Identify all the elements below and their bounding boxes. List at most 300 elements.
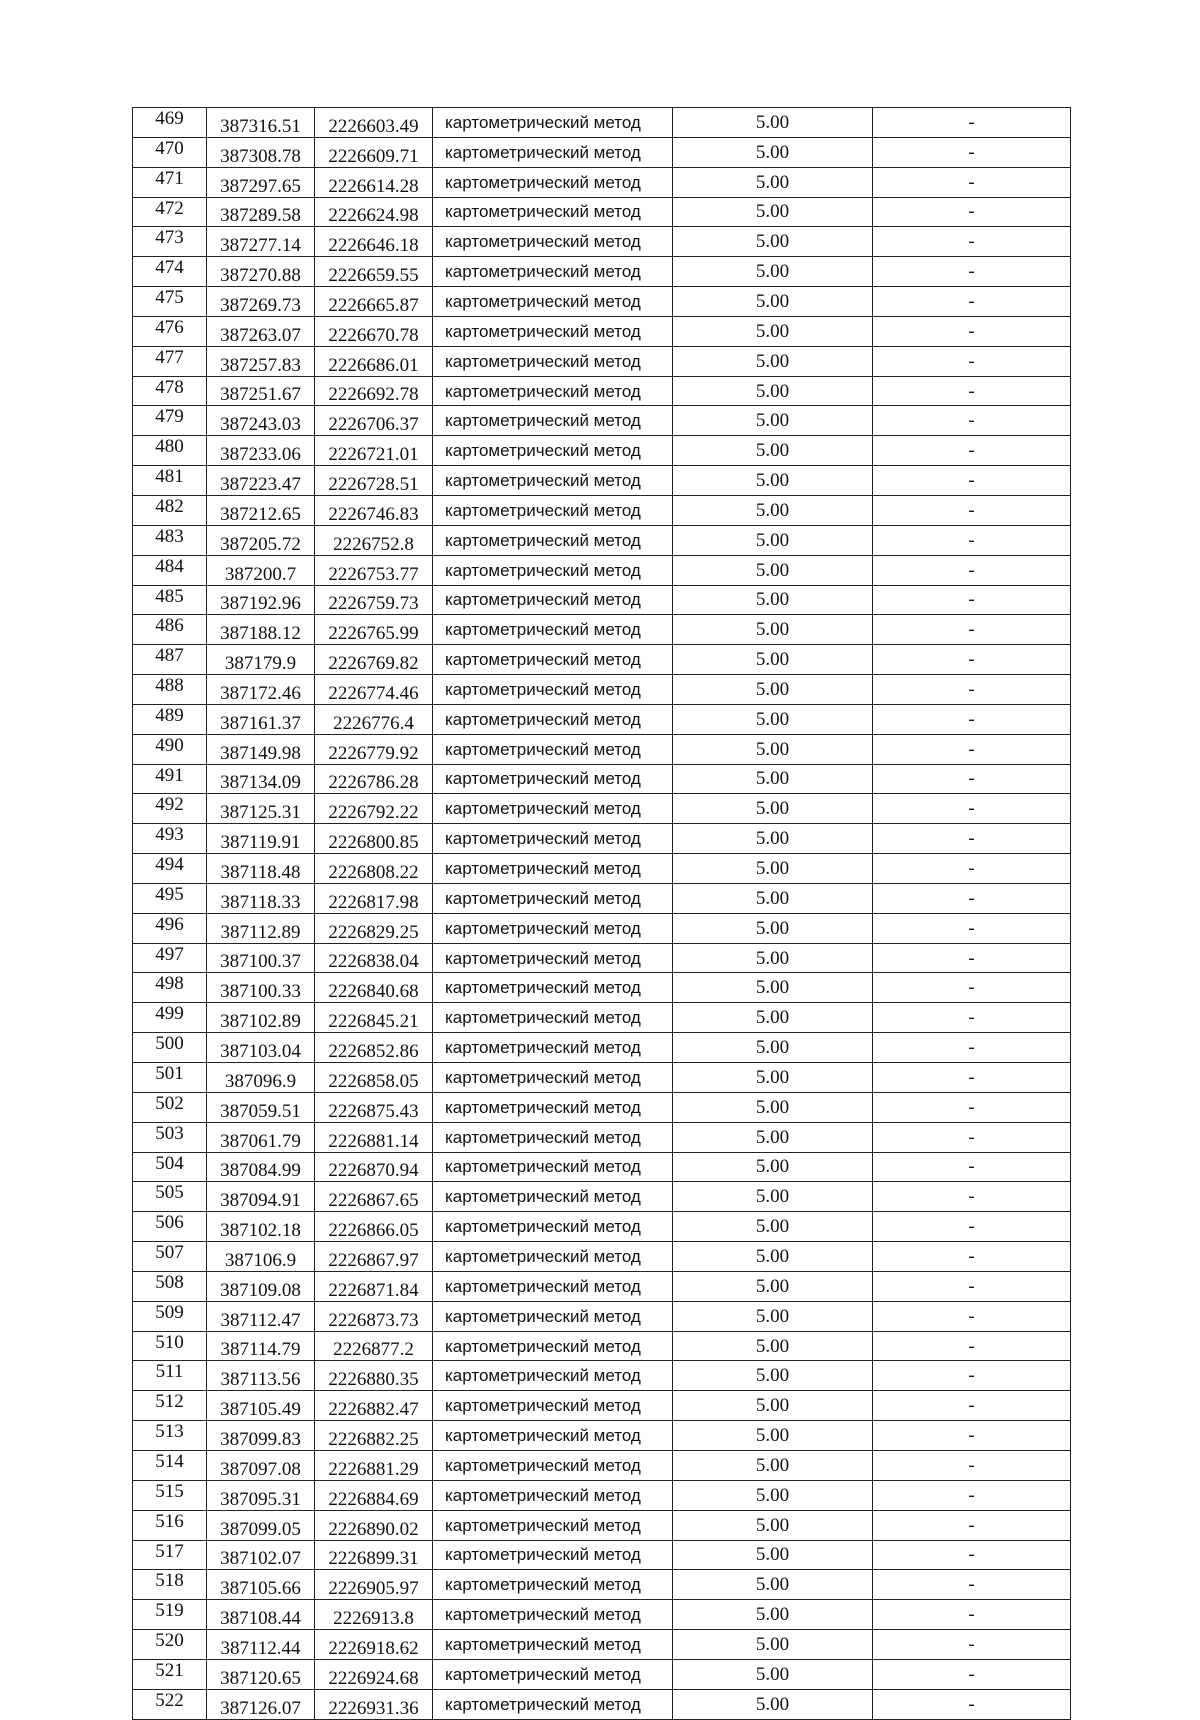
method-cell: картометрический метод xyxy=(433,764,673,794)
note-cell: - xyxy=(873,257,1071,287)
table-row xyxy=(133,854,1071,884)
table-row xyxy=(133,1510,1071,1540)
table-row xyxy=(133,1182,1071,1212)
note-cell: - xyxy=(873,1331,1071,1361)
point-number-cell: 492 xyxy=(133,794,207,824)
error-cell: 5.00 xyxy=(673,108,873,138)
note-cell: - xyxy=(873,1033,1071,1063)
table-row xyxy=(133,1152,1071,1182)
table-row xyxy=(133,1600,1071,1630)
method-cell: картометрический метод xyxy=(433,495,673,525)
error-cell: 5.00 xyxy=(673,1092,873,1122)
error-cell: 5.00 xyxy=(673,257,873,287)
x-coordinate-cell: 387109.08 xyxy=(207,1271,315,1301)
x-coordinate-cell: 387118.48 xyxy=(207,854,315,884)
error-cell: 5.00 xyxy=(673,973,873,1003)
y-coordinate-cell: 2226603.49 xyxy=(315,108,433,138)
table-row xyxy=(133,1033,1071,1063)
method-cell: картометрический метод xyxy=(433,1450,673,1480)
y-coordinate-cell: 2226769.82 xyxy=(315,645,433,675)
y-coordinate-cell: 2226882.25 xyxy=(315,1421,433,1451)
x-coordinate-cell: 387223.47 xyxy=(207,466,315,496)
y-coordinate-cell: 2226706.37 xyxy=(315,406,433,436)
y-coordinate-cell: 2226646.18 xyxy=(315,227,433,257)
table-row xyxy=(133,1331,1071,1361)
note-cell: - xyxy=(873,1271,1071,1301)
point-number-cell: 504 xyxy=(133,1152,207,1182)
table-row xyxy=(133,346,1071,376)
y-coordinate-cell: 2226838.04 xyxy=(315,943,433,973)
method-cell: картометрический метод xyxy=(433,704,673,734)
table-row xyxy=(133,675,1071,705)
method-cell: картометрический метод xyxy=(433,1540,673,1570)
error-cell: 5.00 xyxy=(673,495,873,525)
error-cell: 5.00 xyxy=(673,1659,873,1689)
note-cell: - xyxy=(873,1689,1071,1719)
error-cell: 5.00 xyxy=(673,1540,873,1570)
point-number-cell: 522 xyxy=(133,1689,207,1719)
x-coordinate-cell: 387102.18 xyxy=(207,1212,315,1242)
note-cell: - xyxy=(873,973,1071,1003)
method-cell: картометрический метод xyxy=(433,1510,673,1540)
note-cell: - xyxy=(873,734,1071,764)
x-coordinate-cell: 387096.9 xyxy=(207,1063,315,1093)
error-cell: 5.00 xyxy=(673,675,873,705)
y-coordinate-cell: 2226924.68 xyxy=(315,1659,433,1689)
note-cell: - xyxy=(873,108,1071,138)
error-cell: 5.00 xyxy=(673,854,873,884)
table-row xyxy=(133,525,1071,555)
point-number-cell: 499 xyxy=(133,1003,207,1033)
y-coordinate-cell: 2226800.85 xyxy=(315,824,433,854)
y-coordinate-cell: 2226746.83 xyxy=(315,495,433,525)
note-cell: - xyxy=(873,824,1071,854)
error-cell: 5.00 xyxy=(673,466,873,496)
method-cell: картометрический метод xyxy=(433,854,673,884)
y-coordinate-cell: 2226609.71 xyxy=(315,137,433,167)
point-number-cell: 482 xyxy=(133,495,207,525)
error-cell: 5.00 xyxy=(673,1301,873,1331)
x-coordinate-cell: 387100.37 xyxy=(207,943,315,973)
note-cell: - xyxy=(873,1122,1071,1152)
x-coordinate-cell: 387108.44 xyxy=(207,1600,315,1630)
error-cell: 5.00 xyxy=(673,913,873,943)
method-cell: картометрический метод xyxy=(433,137,673,167)
method-cell: картометрический метод xyxy=(433,1092,673,1122)
point-number-cell: 514 xyxy=(133,1450,207,1480)
error-cell: 5.00 xyxy=(673,1630,873,1660)
x-coordinate-cell: 387200.7 xyxy=(207,555,315,585)
table-row xyxy=(133,167,1071,197)
note-cell: - xyxy=(873,1301,1071,1331)
table-row xyxy=(133,1689,1071,1719)
method-cell: картометрический метод xyxy=(433,1600,673,1630)
y-coordinate-cell: 2226817.98 xyxy=(315,883,433,913)
point-number-cell: 486 xyxy=(133,615,207,645)
point-number-cell: 515 xyxy=(133,1480,207,1510)
method-cell: картометрический метод xyxy=(433,943,673,973)
y-coordinate-cell: 2226792.22 xyxy=(315,794,433,824)
point-number-cell: 512 xyxy=(133,1391,207,1421)
y-coordinate-cell: 2226881.14 xyxy=(315,1122,433,1152)
method-cell: картометрический метод xyxy=(433,675,673,705)
error-cell: 5.00 xyxy=(673,227,873,257)
x-coordinate-cell: 387179.9 xyxy=(207,645,315,675)
x-coordinate-cell: 387094.91 xyxy=(207,1182,315,1212)
method-cell: картометрический метод xyxy=(433,1421,673,1451)
note-cell: - xyxy=(873,406,1071,436)
y-coordinate-cell: 2226614.28 xyxy=(315,167,433,197)
method-cell: картометрический метод xyxy=(433,436,673,466)
x-coordinate-cell: 387105.66 xyxy=(207,1570,315,1600)
y-coordinate-cell: 2226931.36 xyxy=(315,1689,433,1719)
table-row xyxy=(133,555,1071,585)
x-coordinate-cell: 387099.05 xyxy=(207,1510,315,1540)
error-cell: 5.00 xyxy=(673,1271,873,1301)
point-number-cell: 498 xyxy=(133,973,207,1003)
table-row xyxy=(133,1391,1071,1421)
table-row xyxy=(133,615,1071,645)
x-coordinate-cell: 387161.37 xyxy=(207,704,315,734)
error-cell: 5.00 xyxy=(673,764,873,794)
x-coordinate-cell: 387084.99 xyxy=(207,1152,315,1182)
point-number-cell: 500 xyxy=(133,1033,207,1063)
error-cell: 5.00 xyxy=(673,585,873,615)
error-cell: 5.00 xyxy=(673,1331,873,1361)
y-coordinate-cell: 2226867.97 xyxy=(315,1242,433,1272)
method-cell: картометрический метод xyxy=(433,555,673,585)
x-coordinate-cell: 387114.79 xyxy=(207,1331,315,1361)
x-coordinate-cell: 387106.9 xyxy=(207,1242,315,1272)
method-cell: картометрический метод xyxy=(433,1659,673,1689)
error-cell: 5.00 xyxy=(673,346,873,376)
point-number-cell: 470 xyxy=(133,137,207,167)
point-number-cell: 474 xyxy=(133,257,207,287)
method-cell: картометрический метод xyxy=(433,1301,673,1331)
x-coordinate-cell: 387192.96 xyxy=(207,585,315,615)
x-coordinate-cell: 387113.56 xyxy=(207,1361,315,1391)
note-cell: - xyxy=(873,1421,1071,1451)
note-cell: - xyxy=(873,316,1071,346)
table-row xyxy=(133,883,1071,913)
y-coordinate-cell: 2226728.51 xyxy=(315,466,433,496)
y-coordinate-cell: 2226759.73 xyxy=(315,585,433,615)
error-cell: 5.00 xyxy=(673,1242,873,1272)
x-coordinate-cell: 387103.04 xyxy=(207,1033,315,1063)
note-cell: - xyxy=(873,704,1071,734)
table-row xyxy=(133,406,1071,436)
method-cell: картометрический метод xyxy=(433,525,673,555)
error-cell: 5.00 xyxy=(673,1450,873,1480)
y-coordinate-cell: 2226881.29 xyxy=(315,1450,433,1480)
point-number-cell: 483 xyxy=(133,525,207,555)
method-cell: картометрический метод xyxy=(433,376,673,406)
method-cell: картометрический метод xyxy=(433,1063,673,1093)
note-cell: - xyxy=(873,555,1071,585)
table-row xyxy=(133,1480,1071,1510)
table-row xyxy=(133,197,1071,227)
table-row xyxy=(133,1540,1071,1570)
error-cell: 5.00 xyxy=(673,525,873,555)
point-number-cell: 503 xyxy=(133,1122,207,1152)
x-coordinate-cell: 387257.83 xyxy=(207,346,315,376)
point-number-cell: 521 xyxy=(133,1659,207,1689)
method-cell: картометрический метод xyxy=(433,1391,673,1421)
method-cell: картометрический метод xyxy=(433,615,673,645)
error-cell: 5.00 xyxy=(673,1063,873,1093)
x-coordinate-cell: 387172.46 xyxy=(207,675,315,705)
note-cell: - xyxy=(873,585,1071,615)
method-cell: картометрический метод xyxy=(433,227,673,257)
table-row xyxy=(133,1271,1071,1301)
y-coordinate-cell: 2226882.47 xyxy=(315,1391,433,1421)
x-coordinate-cell: 387289.58 xyxy=(207,197,315,227)
x-coordinate-cell: 387126.07 xyxy=(207,1689,315,1719)
method-cell: картометрический метод xyxy=(433,1003,673,1033)
table-row xyxy=(133,1242,1071,1272)
point-number-cell: 519 xyxy=(133,1600,207,1630)
method-cell: картометрический метод xyxy=(433,824,673,854)
point-number-cell: 491 xyxy=(133,764,207,794)
table-row xyxy=(133,734,1071,764)
point-number-cell: 485 xyxy=(133,585,207,615)
y-coordinate-cell: 2226686.01 xyxy=(315,346,433,376)
x-coordinate-cell: 387308.78 xyxy=(207,137,315,167)
point-number-cell: 472 xyxy=(133,197,207,227)
y-coordinate-cell: 2226774.46 xyxy=(315,675,433,705)
note-cell: - xyxy=(873,675,1071,705)
note-cell: - xyxy=(873,883,1071,913)
y-coordinate-cell: 2226877.2 xyxy=(315,1331,433,1361)
y-coordinate-cell: 2226776.4 xyxy=(315,704,433,734)
note-cell: - xyxy=(873,764,1071,794)
y-coordinate-cell: 2226873.73 xyxy=(315,1301,433,1331)
table-row xyxy=(133,376,1071,406)
coordinates-table xyxy=(132,107,1071,1720)
note-cell: - xyxy=(873,1630,1071,1660)
point-number-cell: 513 xyxy=(133,1421,207,1451)
note-cell: - xyxy=(873,346,1071,376)
error-cell: 5.00 xyxy=(673,1570,873,1600)
y-coordinate-cell: 2226852.86 xyxy=(315,1033,433,1063)
method-cell: картометрический метод xyxy=(433,257,673,287)
y-coordinate-cell: 2226765.99 xyxy=(315,615,433,645)
error-cell: 5.00 xyxy=(673,287,873,317)
coordinates-table-body xyxy=(133,108,1071,1720)
note-cell: - xyxy=(873,466,1071,496)
method-cell: картометрический метод xyxy=(433,316,673,346)
table-row xyxy=(133,824,1071,854)
point-number-cell: 473 xyxy=(133,227,207,257)
method-cell: картометрический метод xyxy=(433,645,673,675)
x-coordinate-cell: 387097.08 xyxy=(207,1450,315,1480)
point-number-cell: 493 xyxy=(133,824,207,854)
point-number-cell: 484 xyxy=(133,555,207,585)
method-cell: картометрический метод xyxy=(433,585,673,615)
point-number-cell: 487 xyxy=(133,645,207,675)
method-cell: картометрический метод xyxy=(433,1689,673,1719)
method-cell: картометрический метод xyxy=(433,1630,673,1660)
error-cell: 5.00 xyxy=(673,1122,873,1152)
note-cell: - xyxy=(873,1480,1071,1510)
x-coordinate-cell: 387188.12 xyxy=(207,615,315,645)
point-number-cell: 495 xyxy=(133,883,207,913)
point-number-cell: 496 xyxy=(133,913,207,943)
method-cell: картометрический метод xyxy=(433,197,673,227)
point-number-cell: 480 xyxy=(133,436,207,466)
table-row xyxy=(133,257,1071,287)
table-row xyxy=(133,436,1071,466)
point-number-cell: 488 xyxy=(133,675,207,705)
error-cell: 5.00 xyxy=(673,555,873,585)
note-cell: - xyxy=(873,197,1071,227)
table-row xyxy=(133,1361,1071,1391)
error-cell: 5.00 xyxy=(673,1480,873,1510)
error-cell: 5.00 xyxy=(673,1212,873,1242)
x-coordinate-cell: 387316.51 xyxy=(207,108,315,138)
table-row xyxy=(133,137,1071,167)
point-number-cell: 505 xyxy=(133,1182,207,1212)
note-cell: - xyxy=(873,1242,1071,1272)
error-cell: 5.00 xyxy=(673,1033,873,1063)
point-number-cell: 501 xyxy=(133,1063,207,1093)
x-coordinate-cell: 387251.67 xyxy=(207,376,315,406)
x-coordinate-cell: 387119.91 xyxy=(207,824,315,854)
note-cell: - xyxy=(873,1152,1071,1182)
note-cell: - xyxy=(873,1600,1071,1630)
method-cell: картометрический метод xyxy=(433,1242,673,1272)
note-cell: - xyxy=(873,287,1071,317)
x-coordinate-cell: 387100.33 xyxy=(207,973,315,1003)
note-cell: - xyxy=(873,1570,1071,1600)
x-coordinate-cell: 387112.47 xyxy=(207,1301,315,1331)
y-coordinate-cell: 2226913.8 xyxy=(315,1600,433,1630)
error-cell: 5.00 xyxy=(673,1003,873,1033)
y-coordinate-cell: 2226845.21 xyxy=(315,1003,433,1033)
table-row xyxy=(133,585,1071,615)
point-number-cell: 477 xyxy=(133,346,207,376)
method-cell: картометрический метод xyxy=(433,167,673,197)
point-number-cell: 476 xyxy=(133,316,207,346)
table-row xyxy=(133,316,1071,346)
error-cell: 5.00 xyxy=(673,1182,873,1212)
error-cell: 5.00 xyxy=(673,615,873,645)
error-cell: 5.00 xyxy=(673,883,873,913)
point-number-cell: 489 xyxy=(133,704,207,734)
table-row xyxy=(133,645,1071,675)
y-coordinate-cell: 2226867.65 xyxy=(315,1182,433,1212)
table-row xyxy=(133,1659,1071,1689)
error-cell: 5.00 xyxy=(673,1361,873,1391)
x-coordinate-cell: 387102.07 xyxy=(207,1540,315,1570)
y-coordinate-cell: 2226786.28 xyxy=(315,764,433,794)
error-cell: 5.00 xyxy=(673,436,873,466)
note-cell: - xyxy=(873,913,1071,943)
error-cell: 5.00 xyxy=(673,137,873,167)
point-number-cell: 478 xyxy=(133,376,207,406)
table-row xyxy=(133,1122,1071,1152)
error-cell: 5.00 xyxy=(673,376,873,406)
point-number-cell: 516 xyxy=(133,1510,207,1540)
error-cell: 5.00 xyxy=(673,197,873,227)
table-row xyxy=(133,466,1071,496)
x-coordinate-cell: 387134.09 xyxy=(207,764,315,794)
method-cell: картометрический метод xyxy=(433,1212,673,1242)
point-number-cell: 469 xyxy=(133,108,207,138)
note-cell: - xyxy=(873,615,1071,645)
x-coordinate-cell: 387212.65 xyxy=(207,495,315,525)
table-row xyxy=(133,1003,1071,1033)
x-coordinate-cell: 387112.89 xyxy=(207,913,315,943)
note-cell: - xyxy=(873,1092,1071,1122)
table-row xyxy=(133,704,1071,734)
method-cell: картометрический метод xyxy=(433,108,673,138)
note-cell: - xyxy=(873,436,1071,466)
x-coordinate-cell: 387277.14 xyxy=(207,227,315,257)
method-cell: картометрический метод xyxy=(433,913,673,943)
method-cell: картометрический метод xyxy=(433,466,673,496)
method-cell: картометрический метод xyxy=(433,287,673,317)
x-coordinate-cell: 387243.03 xyxy=(207,406,315,436)
y-coordinate-cell: 2226779.92 xyxy=(315,734,433,764)
note-cell: - xyxy=(873,1659,1071,1689)
y-coordinate-cell: 2226840.68 xyxy=(315,973,433,1003)
y-coordinate-cell: 2226692.78 xyxy=(315,376,433,406)
method-cell: картометрический метод xyxy=(433,1271,673,1301)
method-cell: картометрический метод xyxy=(433,406,673,436)
point-number-cell: 497 xyxy=(133,943,207,973)
error-cell: 5.00 xyxy=(673,167,873,197)
y-coordinate-cell: 2226721.01 xyxy=(315,436,433,466)
point-number-cell: 520 xyxy=(133,1630,207,1660)
point-number-cell: 490 xyxy=(133,734,207,764)
note-cell: - xyxy=(873,376,1071,406)
x-coordinate-cell: 387059.51 xyxy=(207,1092,315,1122)
note-cell: - xyxy=(873,943,1071,973)
y-coordinate-cell: 2226918.62 xyxy=(315,1630,433,1660)
error-cell: 5.00 xyxy=(673,406,873,436)
x-coordinate-cell: 387149.98 xyxy=(207,734,315,764)
table-row xyxy=(133,973,1071,1003)
x-coordinate-cell: 387105.49 xyxy=(207,1391,315,1421)
x-coordinate-cell: 387269.73 xyxy=(207,287,315,317)
table-row xyxy=(133,495,1071,525)
y-coordinate-cell: 2226670.78 xyxy=(315,316,433,346)
x-coordinate-cell: 387233.06 xyxy=(207,436,315,466)
x-coordinate-cell: 387061.79 xyxy=(207,1122,315,1152)
point-number-cell: 509 xyxy=(133,1301,207,1331)
method-cell: картометрический метод xyxy=(433,1152,673,1182)
error-cell: 5.00 xyxy=(673,316,873,346)
error-cell: 5.00 xyxy=(673,1510,873,1540)
note-cell: - xyxy=(873,1510,1071,1540)
note-cell: - xyxy=(873,1182,1071,1212)
point-number-cell: 506 xyxy=(133,1212,207,1242)
x-coordinate-cell: 387263.07 xyxy=(207,316,315,346)
method-cell: картометрический метод xyxy=(433,1182,673,1212)
note-cell: - xyxy=(873,1540,1071,1570)
table-row xyxy=(133,1450,1071,1480)
point-number-cell: 475 xyxy=(133,287,207,317)
point-number-cell: 481 xyxy=(133,466,207,496)
x-coordinate-cell: 387102.89 xyxy=(207,1003,315,1033)
y-coordinate-cell: 2226905.97 xyxy=(315,1570,433,1600)
note-cell: - xyxy=(873,1391,1071,1421)
note-cell: - xyxy=(873,794,1071,824)
table-row xyxy=(133,1212,1071,1242)
point-number-cell: 502 xyxy=(133,1092,207,1122)
error-cell: 5.00 xyxy=(673,1152,873,1182)
